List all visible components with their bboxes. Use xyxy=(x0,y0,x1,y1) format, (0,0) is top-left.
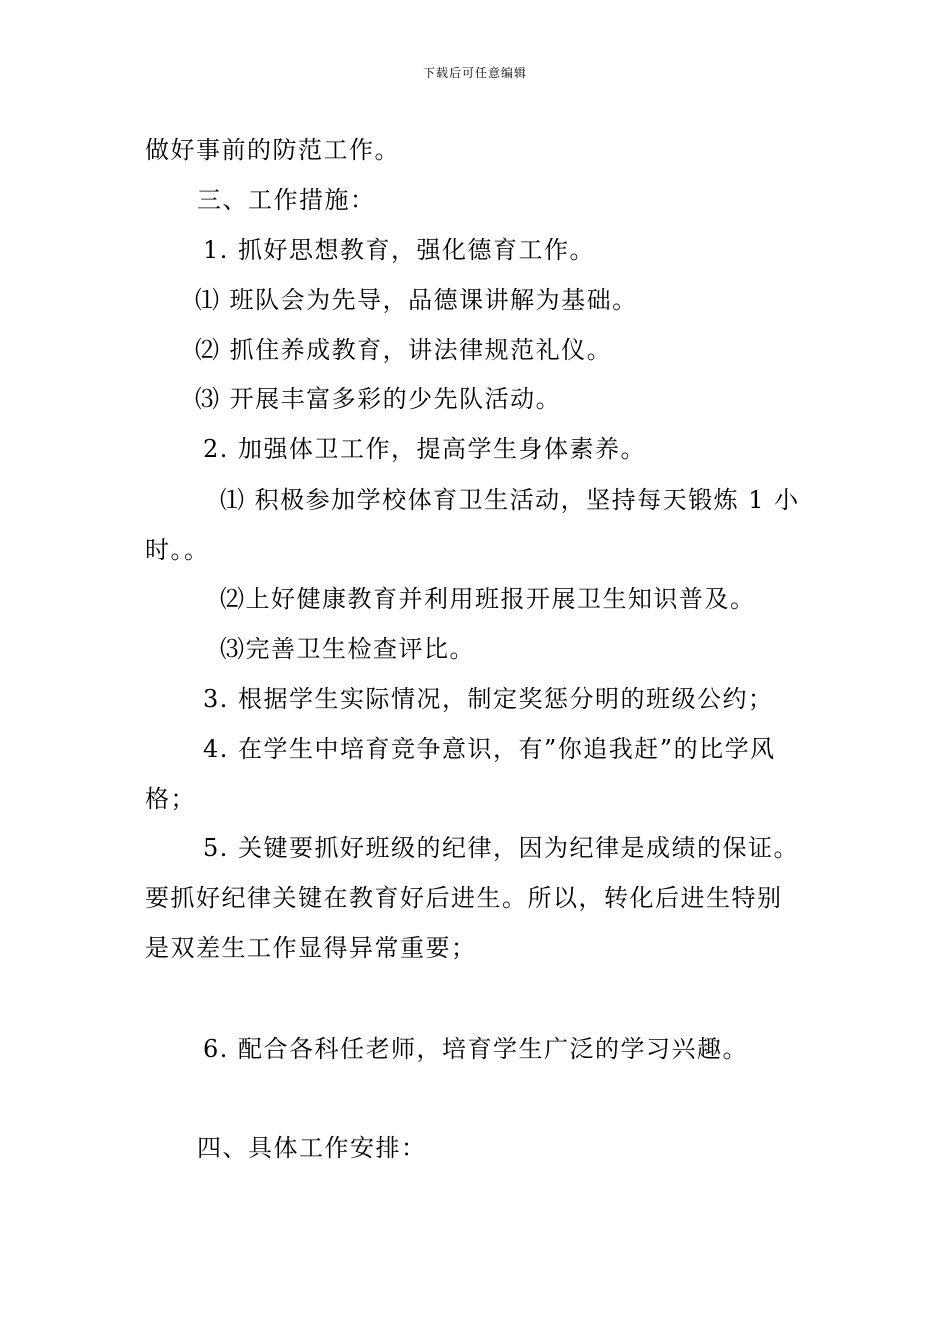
item-5-cont-1: 要抓好纪律关键在教育好后进生。所以，转化后进生特别 xyxy=(145,884,783,912)
item-4: 4. 在学生中培育竞争意识，有”你追我赶”的比学风 xyxy=(203,735,776,763)
item-5-cont-2: 是双差生工作显得异常重要； xyxy=(145,934,477,962)
item-3: 3. 根据学生实际情况，制定奖惩分明的班级公约； xyxy=(203,685,774,713)
section-heading-arrangement: 四、具体工作安排： xyxy=(197,1134,427,1162)
item-1-sub-2: ⑵ 抓住养成教育，讲法律规范礼仪。 xyxy=(195,336,613,364)
item-2-sub-1-cont: 时。。 xyxy=(145,536,210,564)
item-5: 5. 关键要抓好班级的纪律，因为纪律是成绩的保证。 xyxy=(203,834,800,862)
item-1-sub-3: ⑶ 开展丰富多彩的少先队活动。 xyxy=(195,385,562,413)
section-heading-measures: 三、工作措施： xyxy=(197,186,376,214)
item-4-cont: 格； xyxy=(145,785,196,813)
item-2: 2. 加强体卫工作，提高学生身体素养。 xyxy=(203,435,647,463)
item-6: 6. 配合各科任老师，培育学生广泛的学习兴趣。 xyxy=(203,1035,749,1063)
text-line-1: 做好事前的防范工作。 xyxy=(145,136,400,164)
item-2-sub-2: ⑵上好健康教育并利用班报开展卫生知识普及。 xyxy=(220,585,756,613)
item-2-sub-3: ⑶完善卫生检查评比。 xyxy=(220,635,475,663)
item-1: 1. 抓好思想教育，强化德育工作。 xyxy=(203,236,596,264)
item-1-sub-1: ⑴ 班队会为先导，品德课讲解为基础。 xyxy=(195,286,638,314)
item-2-sub-1: ⑴ 积极参加学校体育卫生活动，坚持每天锻炼 1 小 xyxy=(220,486,800,514)
page-header: 下载后可任意编辑 xyxy=(422,66,527,80)
